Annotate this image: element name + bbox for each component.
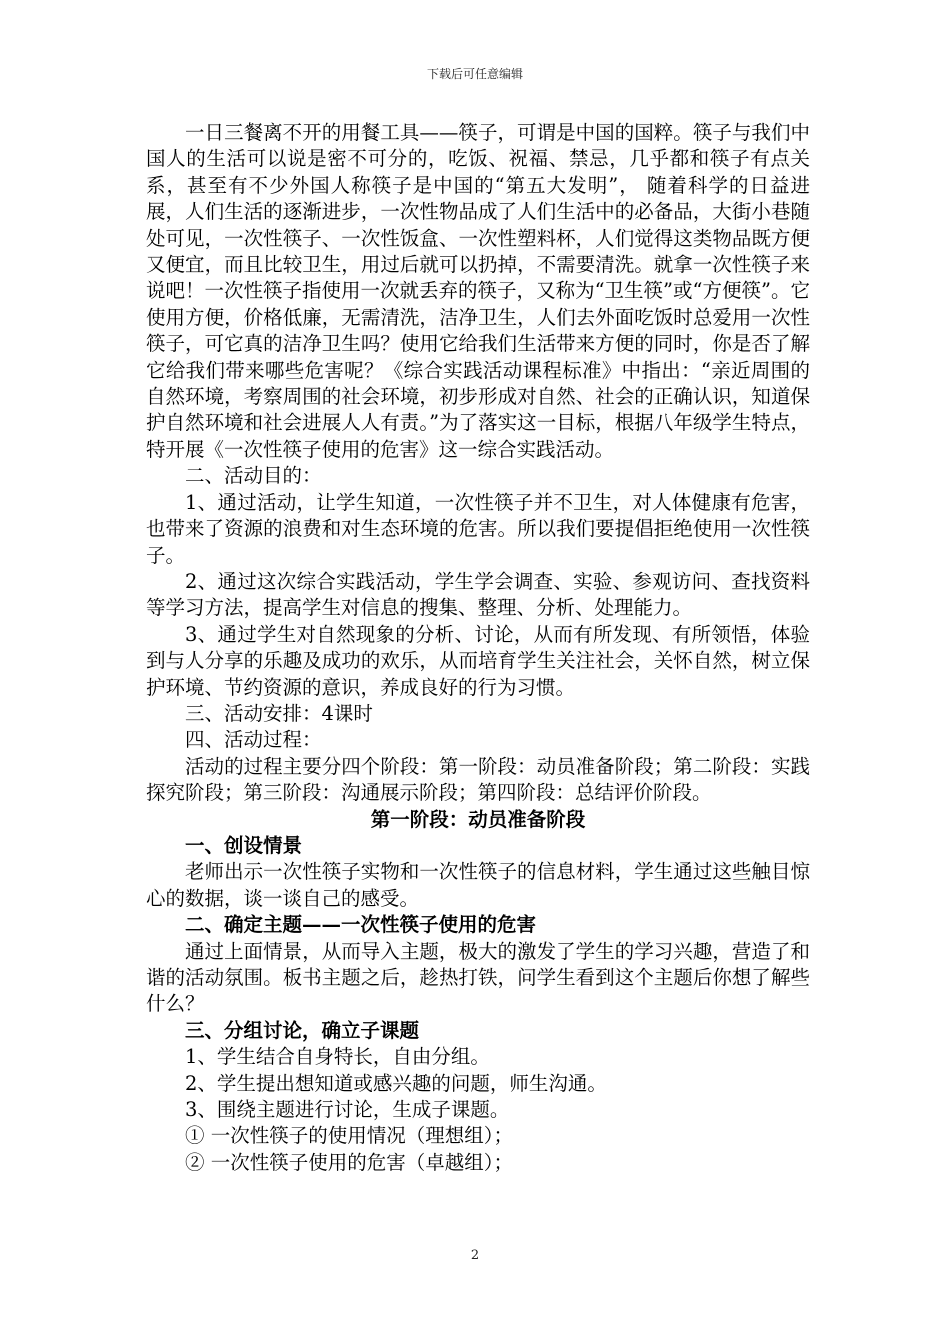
section-heading-process: 四、活动过程：: [185, 728, 322, 752]
stage-one-title: 第一阶段：动员准备阶段: [370, 807, 586, 831]
scenario-paragraph: 老师出示一次性筷子实物和一次性筷子的信息材料，学生通过这些触目惊心的数据，谈一谈自己的感受。: [146, 860, 810, 910]
section-heading-schedule: 三、活动安排：4课时: [185, 701, 373, 725]
subheading-grouping: 三、分组讨论，确立子课题: [185, 1018, 420, 1042]
grouping-item-1: 1、学生结合自身特长，自由分组。: [185, 1045, 490, 1069]
topic-paragraph: 通过上面情景，从而导入主题，极大的激发了学生的学习兴趣，营造了和谐的活动氛围。板书主题之后，趁热打铁，问学生看到这个主题后你想了解些什么？: [146, 939, 810, 1016]
purpose-item-1: 1、通过活动，让学生知道，一次性筷子并不卫生，对人体健康有危害，也带来了资源的浪费和对生态环境的危害。所以我们要提倡拒绝使用一次性筷子。: [146, 490, 810, 567]
section-heading-purpose: 二、活动目的：: [185, 464, 322, 488]
document-body: [146, 120, 810, 1176]
purpose-item-2: 2、通过这次综合实践活动，学生学会调查、实验、参观访问、查找资料等学习方法，提高学生对信息的搜集、整理、分析、处理能力。: [146, 569, 810, 620]
grouping-item-2: 2、学生提出想知道或感兴趣的问题，师生沟通。: [185, 1071, 607, 1095]
subheading-scenario: 一、创设情景: [185, 833, 303, 857]
grouping-item-3: 3、围绕主题进行讨论，生成子课题。: [185, 1098, 510, 1122]
subheading-topic: 二、确定主题——一次性筷子使用的危害: [185, 913, 537, 937]
page-number: 2: [470, 1248, 480, 1263]
intro-paragraph: 一日三餐离不开的用餐工具——筷子，可谓是中国的国粹。筷子与我们中国人的生活可以说是密不可分的，吃饭、祝福、禁忌，几乎都和筷子有点关系，甚至有不少外国人称筷子是中国的“第五大发明”， 随着科学的日益进展，人们生活的逐渐进步，一次性物品成了人们生活中的必备品，大街小巷随处可见，一次性筷子、一次性饭盒、一次性塑料杯，人们觉得这类物品既方便又便宜，而且比较卫生，用过后就可以扔掉，不需要清洗。就拿一次性筷子来说吧！一次性筷子指使用一次就丢弃的筷子，又称为“卫生筷”或“方便筷”。它使用方便，价格低廉，无需清洗，洁净卫生，人们去外面吃饭时总爱用一次性筷子，可它真的洁净卫生吗？使用它给我们生活带来方便的同时，你是否了解它给我们带来哪些危害呢？《综合实践活动课程标准》中指出：“亲近周围的自然环境，考察周围的社会环境，初步形成对自然、社会的正确认识，知道保护自然环境和社会进展人人有责。”为了落实这一目标，根据八年级学生特点，特开展《一次性筷子使用的危害》这一综合实践活动。: [146, 121, 810, 461]
subtopic-item-2: ② 一次性筷子使用的危害（卓越组）；: [185, 1150, 513, 1174]
purpose-item-3: 3、通过学生对自然现象的分析、讨论，从而有所发现、有所领悟，体验到与人分享的乐趣及成功的欢乐，从而培育学生关注社会，关怀自然，树立保护环境、节约资源的意识，养成良好的行为习惯。: [146, 622, 810, 699]
subtopic-item-1: ① 一次性筷子的使用情况（理想组）；: [185, 1124, 513, 1148]
page-header: 下载后可任意编辑: [426, 67, 523, 81]
process-overview: 活动的过程主要分四个阶段：第一阶段：动员准备阶段；第二阶段：实践探究阶段；第三阶段：沟通展示阶段；第四阶段：总结评价阶段。: [146, 754, 810, 805]
